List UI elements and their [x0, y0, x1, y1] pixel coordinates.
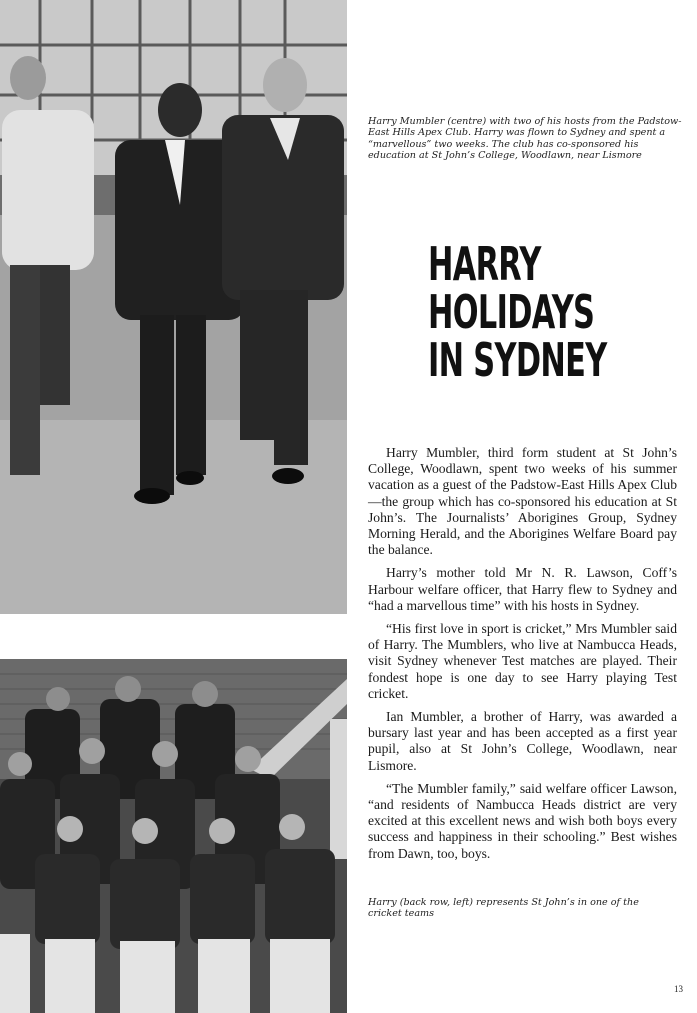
- article-paragraph: “The Mumbler family,” said welfare officer Lawson, “and residents of Nambucca Heads district are very excited at this excellent news and wish both boys every success and happiness in their schooling.” Best wishes from Dawn, too, boys.: [368, 780, 677, 861]
- article-paragraph: Harry’s mother told Mr N. R. Lawson, Coff’s Harbour welfare officer, that Harry flew to Sydney and “had a marvellous time” with his hosts in Sydney.: [368, 565, 677, 613]
- page-number: 13: [674, 984, 683, 994]
- photo-cricket-team: [0, 659, 347, 1013]
- article-headline: [428, 237, 607, 387]
- article-paragraph: “His first love in sport is cricket,” Mrs Mumbler said of Harry. The Mumblers, who live at Nambucca Heads, visit Sydney whenever Test matches are played. Their fondest hope is one day to see Harry playing Test cricket.: [368, 621, 677, 701]
- article-body: [368, 445, 677, 869]
- photo-caption-top: Harry Mumbler (centre) with two of his hosts from the Padstow-East Hills Apex Club. Harry was flown to Sydney and spent a “marvellous” two weeks. The club has co-sponsored his education at St John’s College, Woodlawn, near Lismore: [368, 116, 682, 162]
- photo-harry-with-hosts: [0, 0, 347, 614]
- headline-line-2: HOLIDAYS: [428, 285, 595, 339]
- photo-caption-bottom: Harry (back row, left) represents St John’s in one of the cricket teams: [368, 897, 639, 920]
- headline-line-1: HARRY: [428, 237, 541, 291]
- article-paragraph: Ian Mumbler, a brother of Harry, was awarded a bursary last year and has been accepted as a first year pupil, also at St John’s College, Woodlawn, near Lismore.: [368, 709, 677, 773]
- headline-line-3: IN SYDNEY: [428, 333, 607, 387]
- article-paragraph: Harry Mumbler, third form student at St John’s College, Woodlawn, spent two weeks of his summer vacation as a guest of the Padstow-East Hills Apex Club—the group which has co-sponsored his education at St John’s. The Journalists’ Aborigines Group, Sydney Morning Herald, and the Aborigines Welfare Board pay the balance.: [368, 445, 677, 558]
